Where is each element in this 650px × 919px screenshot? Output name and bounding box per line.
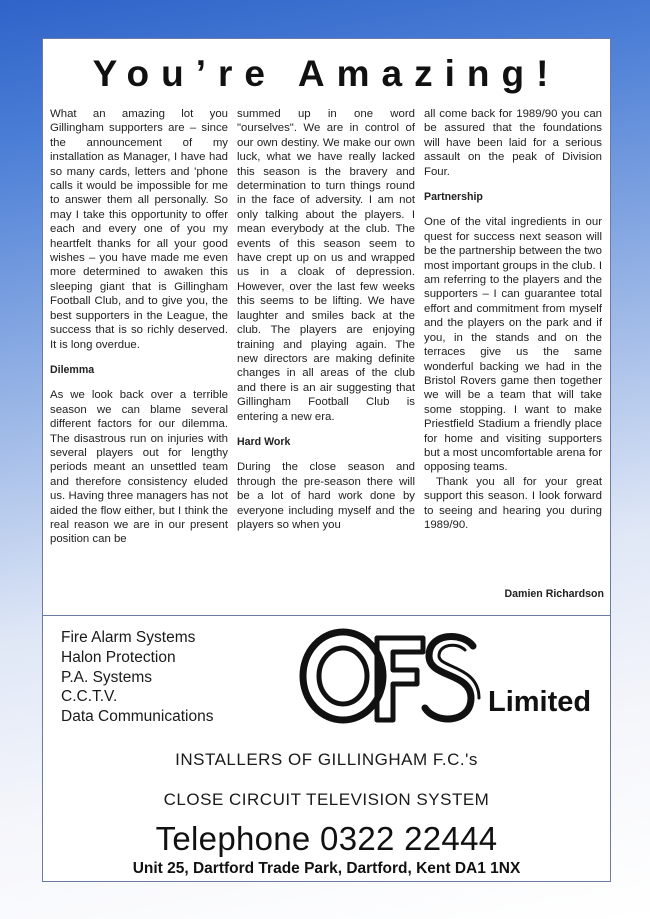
service-item: C.C.T.V. [61,688,118,706]
service-item: Data Communications [61,708,214,726]
paragraph-hard-work: During the close season and through the pre-season there will be a lot of hard work done by everyone including myself and the players so when you [237,461,415,531]
subhead-hard-work: Hard Work [237,435,291,448]
cctv-line: CLOSE CIRCUIT TELEVISION SYSTEM [163,790,490,809]
subhead-partnership: Partnership [424,191,483,204]
ofs-advert [43,616,610,881]
paragraph-dilemma: As we look back over a terrible season we can blame several different factors for our dilemma. The disastrous run on injuries with several players out for lengthy periods meant an unsettled team and therefore consistency eluded us. Having three managers has not aided the flow either, but I think the real reason we are in our present position can be [50,389,228,546]
limited-wordmark: Limited [488,686,592,718]
telephone-line: Telephone 0322 22444 [155,820,498,857]
signature: Damien Richardson [504,588,604,600]
paragraph-partnership: One of the vital ingredients in our quest for success next season will be the partnership between the two most important groups in the club. I am referring to the players and the supporters – I can guarantee total effort and commitment from myself and the players on the park and if you, in the stands and on the terraces give us the same wonderful backing we had in the Bristol Rovers game then together we will be a team that will take some stopping. I want to make Priestfield Stadium a friendly place for home and visiting supporters but a most uncomfortable arena for opposing teams. [424,216,602,474]
headline: You’re Amazing! [92,53,561,94]
ofs-logo [295,620,485,732]
service-item: P.A. Systems [61,668,153,686]
programme-page [42,38,611,882]
paragraph-intro: What an amazing lot you Gillingham supporters are – since the announcement of my installation as Manager, I have had so many cards, letters and 'phone calls it would be impossible for me to answer them all personally. So may I take this opportunity to offer each and every one of you my heartfelt thanks for all your good wishes – you have made me even more determined to awaken this sleeping giant that is Gillingham Football Club, and to give you, the best supporters in the League, the success that is so richly deserved. It is long overdue. [50,108,228,351]
paragraph-foundations: all come back for 1989/90 you can be assured that the foundations will have been laid for a serious assault on the peak of Division Four. [424,108,602,178]
article-column-3 [424,107,602,532]
service-item: Halon Protection [61,648,176,666]
address-line: Unit 25, Dartford Trade Park, Dartford, Kent DA1 1NX [132,860,521,877]
services-list [61,628,213,727]
installers-line: INSTALLERS OF GILLINGHAM F.C.'s [175,750,478,769]
subhead-dilemma: Dilemma [50,363,95,376]
service-item: Fire Alarm Systems [61,629,196,646]
article-column-2 [237,107,415,532]
paragraph-thanks: Thank you all for your great support this season. I look forward to seeing and hearing you during 1989/90. [424,475,602,531]
paragraph-ourselves: summed up in one word "ourselves". We are in control of our own destiny. We make our own luck, what we have really lacked this season is the bravery and determination to turn things round in the face of adversity. I am not only talking about the players. I mean everybody at the club. The events of this season seem to have crept up on us and wrapped us in a cloak of depression. However, over the last few weeks this seems to be lifting. We have laughter and smiles back at the club. The players are enjoying training and playing again. The new directors are making definite changes in all areas of the club and there is an air suggesting that Gillingham Football Club is entering a new era. [237,108,415,423]
manager-article [43,39,610,616]
article-column-1 [50,107,228,547]
